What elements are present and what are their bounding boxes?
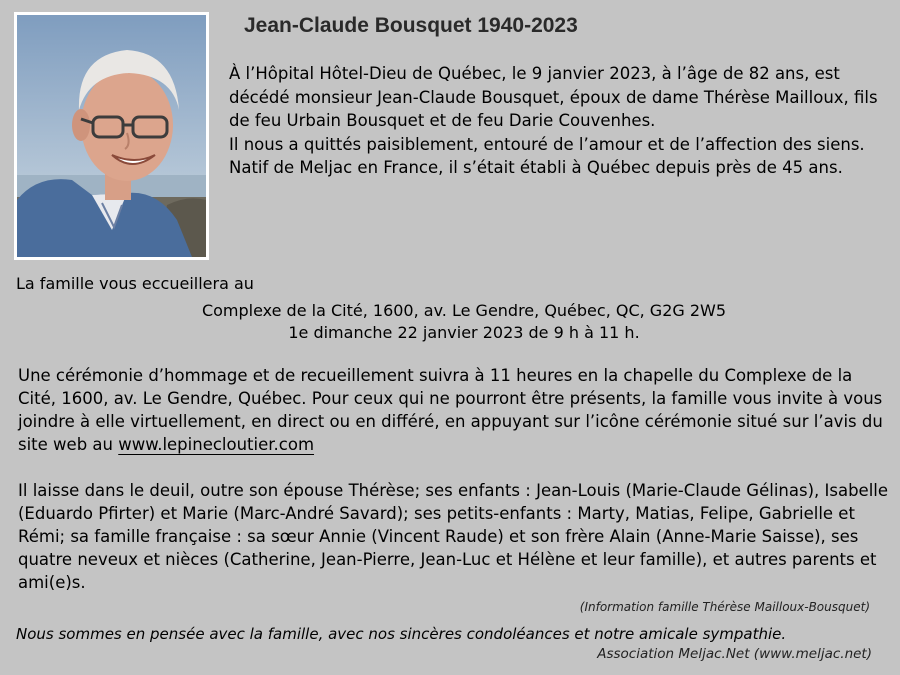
ceremony-text: Une cérémonie d’hommage et de recueillement suivra à 11 heures en la chapelle du Complexe de la Cité, 1600, av. Le Gendre, Québec. Pour ceux qui ne pourront être présents, la famille vous invite à vous joindre à elle virtuellement, en direct ou en différé, en appuyant sur l’icône cérémonie situé sur l’avis du site web au	[18, 366, 883, 454]
visitation-date: 1e dimanche 22 janvier 2023 de 9 h à 11 h.	[288, 323, 640, 342]
intro-paragraph-death: À l’Hôpital Hôtel-Dieu de Québec, le 9 janvier 2023, à l’âge de 82 ans, est décédé monsieur Jean-Claude Bousquet, époux de dame Thérèse Mailloux, fils de feu Urbain Bousquet et de feu Darie Couvenhes.	[229, 64, 878, 130]
ceremony-paragraph	[18, 364, 893, 456]
association-signature: Association Meljac.Net (www.meljac.net)	[597, 646, 872, 662]
intro-paragraph-peaceful: Il nous a quittés paisiblement, entouré de l’amour et de l’affection des siens.	[229, 134, 865, 154]
funeral-home-link[interactable]: www.lepinecloutier.com	[118, 435, 315, 454]
intro-paragraph-origin: Natif de Meljac en France, il s’était établi à Québec depuis près de 45 ans.	[229, 158, 843, 177]
intro-section	[229, 62, 894, 180]
portrait-photo	[14, 12, 209, 260]
information-source: (Information famille Thérèse Mailloux-Bousquet)	[579, 600, 870, 614]
obituary-title: Jean-Claude Bousquet 1940-2023	[244, 14, 578, 37]
visitation-details	[0, 300, 900, 344]
visitation-address: Complexe de la Cité, 1600, av. Le Gendre, Québec, QC, G2G 2W5	[201, 301, 727, 320]
portrait-illustration	[17, 15, 206, 257]
survivors-paragraph: Il laisse dans le deuil, outre son épouse Thérèse; ses enfants : Jean-Louis (Marie-Claude Gélinas), Isabelle (Eduardo Pfirter) et Marie (Marc-André Savard); ses petits-enfants : Marty, Matias, Felipe, Gabrielle et Rémi; sa famille française : sa sœur Annie (Vincent Raude) et son frère Alain (Anne-Marie Saisse), ses quatre neveux et nièces (Catherine, Jean-Pierre, Jean-Luc et Hélène et leur famille), et autres parents et ami(e)s.	[18, 481, 889, 592]
visitation-intro: La famille vous eccueillera au	[16, 274, 254, 293]
condolences-message: Nous sommes en pensée avec la famille, avec nos sincères condoléances et notre amicale sympathie.	[16, 625, 787, 643]
